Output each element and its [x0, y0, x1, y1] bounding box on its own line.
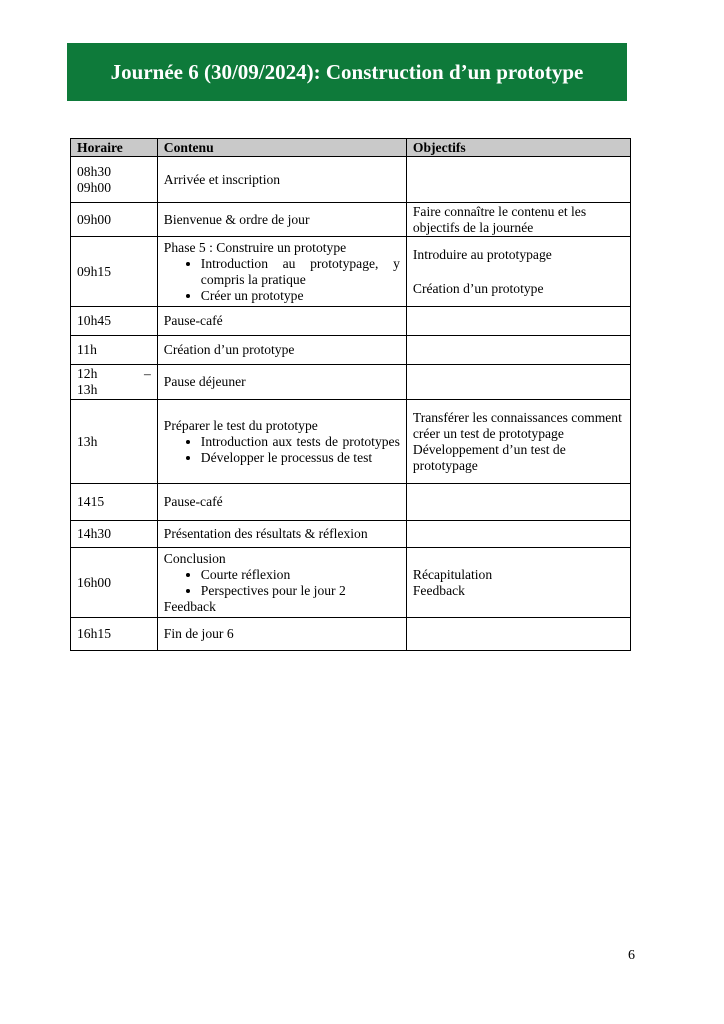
time-cell: [71, 157, 158, 203]
content-footer: Feedback: [163, 598, 216, 614]
time-cell: 13h: [71, 400, 158, 484]
objectives-cell: [406, 365, 630, 400]
time-end: 09h00: [77, 179, 111, 195]
table-row: [71, 484, 631, 521]
objective-line: Récapitulation: [412, 566, 493, 582]
content-bullet-list: [164, 256, 400, 304]
content-cell: Création d’un prototype: [157, 336, 406, 365]
time-cell: 16h00: [71, 548, 158, 618]
bullet-item: • Introduction aux tests de prototypes: [201, 434, 400, 450]
objectives-cell: [406, 618, 630, 651]
time-cell: 11h: [71, 336, 158, 365]
table-row: [71, 548, 631, 618]
time-start: 12h: [77, 366, 98, 381]
time-cell: 10h45: [71, 307, 158, 336]
time-cell: 09h00: [71, 203, 158, 237]
content-heading: Phase 5 : Construire un prototype: [163, 239, 347, 255]
objectives-cell: [406, 484, 630, 521]
bullet-item: • Créer un prototype: [201, 288, 400, 304]
content-cell: [157, 548, 406, 618]
content-cell: Pause-café: [157, 307, 406, 336]
objectives-cell: [406, 307, 630, 336]
table-row: [71, 365, 631, 400]
header-content: Contenu: [157, 139, 406, 157]
content-cell: [157, 237, 406, 307]
objectives-cell: [406, 548, 630, 618]
table-header-row: [71, 139, 631, 157]
time-cell: [71, 365, 158, 400]
page-title: Journée 6 (30/09/2024): Construction d’un prototype: [110, 59, 584, 84]
time-cell: 14h30: [71, 521, 158, 548]
content-cell: Bienvenue & ordre de jour: [157, 203, 406, 237]
table-row: [71, 618, 631, 651]
table-row: [71, 336, 631, 365]
content-cell: Présentation des résultats & réflexion: [157, 521, 406, 548]
bullet-item: • Perspectives pour le jour 2: [201, 583, 400, 599]
time-dash: –: [144, 366, 151, 381]
table-row: [71, 307, 631, 336]
table-row: [71, 521, 631, 548]
objective-line: Feedback: [412, 582, 465, 598]
header-objectives: Objectifs: [406, 139, 630, 157]
objectives-cell: Faire connaître le contenu et les objectifs de la journée: [406, 203, 630, 237]
content-cell: Arrivée et inscription: [157, 157, 406, 203]
bullet-item: • Courte réflexion: [201, 567, 400, 583]
time-start: 08h30: [77, 163, 111, 179]
time-cell: 1415: [71, 484, 158, 521]
objectives-cell: [406, 157, 630, 203]
page-number: 6: [628, 948, 635, 963]
bullet-item: • Développer le processus de test: [201, 450, 400, 466]
objectives-cell: [406, 336, 630, 365]
content-cell: Fin de jour 6: [157, 618, 406, 651]
header-time: Horaire: [71, 139, 158, 157]
content-heading: Préparer le test du prototype: [163, 417, 318, 433]
table-row: [71, 203, 631, 237]
bullet-item: • Introduction au prototypage, y compris la pratique: [201, 256, 400, 288]
objectives-cell: [406, 237, 630, 307]
objectives-cell: Transférer les connaissances comment créer un test de prototypage Développement d’un test de prototypage: [406, 400, 630, 484]
objectives-cell: [406, 521, 630, 548]
content-cell: Pause-café: [157, 484, 406, 521]
table-row: [71, 237, 631, 307]
objective-line: Création d’un prototype: [412, 280, 544, 296]
content-cell: Pause déjeuner: [157, 365, 406, 400]
schedule-table: [70, 138, 631, 651]
content-bullet-list: [164, 567, 400, 599]
page-title-banner: [67, 43, 627, 101]
time-end: 13h: [77, 382, 98, 397]
table-row: [71, 400, 631, 484]
content-bullet-list: [164, 434, 400, 466]
table-row: [71, 157, 631, 203]
content-cell: [157, 400, 406, 484]
time-cell: 09h15: [71, 237, 158, 307]
objective-line: Introduire au prototypage: [412, 246, 552, 262]
time-cell: 16h15: [71, 618, 158, 651]
content-heading: Conclusion: [163, 550, 226, 566]
